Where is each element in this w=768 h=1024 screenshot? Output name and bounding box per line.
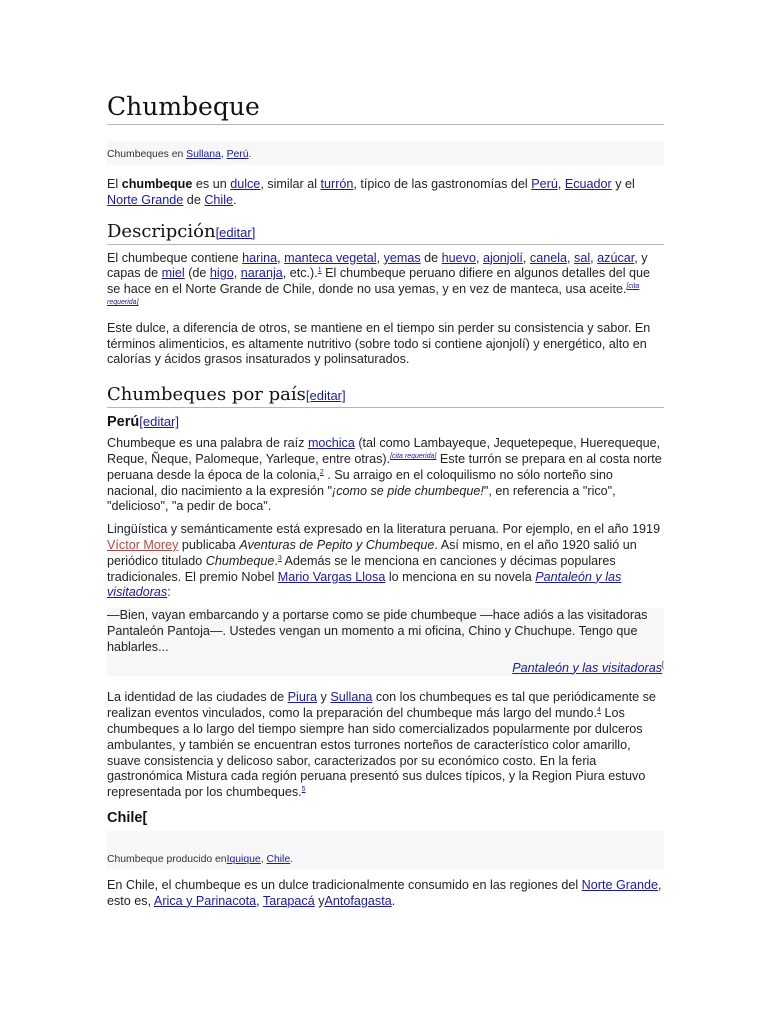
link-naranja[interactable]: naranja <box>240 266 283 281</box>
novel-quote-block <box>107 608 664 676</box>
link-dulce[interactable]: dulce <box>230 177 261 191</box>
quote-source: Pantaleón y las visitadoras[ <box>512 660 664 675</box>
link-miel[interactable]: miel <box>161 266 185 281</box>
descripcion-paragraph-2: Este dulce, a diferencia de otros, se mantiene en el tiempo sin perder su consistencia y sabor. En términos alimenticios, es altamente nutritivo (sobre todo si contiene ajonjolí) y energético, alto en calorías y ácidos grasos insaturados y polinsaturados. <box>107 320 651 367</box>
link-higo[interactable]: higo <box>209 266 234 281</box>
heading-chile: Chile[ <box>107 809 148 826</box>
link-tarapaca[interactable]: Tarapacá <box>262 893 315 908</box>
link-victor-morey[interactable]: Víctor Morey <box>107 537 179 552</box>
link-azucar[interactable]: azúcar <box>597 250 635 265</box>
footnote-ref-5[interactable]: 5 <box>301 785 306 793</box>
link-norte-grande-2[interactable]: Norte Grande <box>581 877 658 892</box>
peru-paragraph-1: Chumbeque es una palabra de raíz mochica (tal como Lambayeque, Jequetepeque, Huerequeque, Reque, Ñeque, Palomeque, Yarleque, entre otras).[cita requerida] Este turrón se prepara en al costa norte peruana desde la época de la colonia,$^2$ . Su arraigo en el coloquilismo no sólo norteño sino nacional, dio nacimiento a la expresión "¡como se pide chumbeque!", en referencia a "rico", "delicioso", "a pedir de boca". <box>107 436 662 514</box>
link-sullana-2[interactable]: Sullana <box>330 690 373 705</box>
heading-descripcion: Descripción[editar] <box>107 221 664 245</box>
cita-requerida-link-2[interactable]: [cita requerida] <box>390 452 437 460</box>
link-norte-grande[interactable]: Norte Grande <box>107 192 184 207</box>
link-sal[interactable]: sal <box>574 250 591 265</box>
image-caption-sullana: Chumbeques en Sullana, Perú. <box>107 141 664 165</box>
link-iquique[interactable]: Iquique <box>226 853 261 865</box>
footnote-ref-4[interactable]: 4 <box>597 706 601 714</box>
link-harina[interactable]: harina <box>242 250 278 265</box>
edit-link-por-pais[interactable]: [editar] <box>305 388 346 404</box>
link-canela[interactable]: canela <box>529 250 568 265</box>
link-huevo[interactable]: huevo <box>441 250 476 265</box>
link-ecuador[interactable]: Ecuador <box>564 177 612 191</box>
link-ajonjoli[interactable]: ajonjolí <box>483 250 523 265</box>
image-caption-iquique: Chumbeque producido enIquique, Chile. <box>107 831 664 869</box>
chile-paragraph-1: En Chile, el chumbeque es un dulce tradicionalmente consumido en las regiones del Norte Grande, esto es, Arica y Parinacota, Tarapacá yAntofagasta. <box>107 877 662 908</box>
intro-paragraph: El chumbeque es un dulce, similar al turrón, típico de las gastronomías del Perú, Ecuador y el Norte Grande de Chile. <box>107 177 635 207</box>
link-peru-caption[interactable]: Perú <box>226 149 249 160</box>
peru-paragraph-2: Lingüística y semánticamente está expresado en la literatura peruana. Por ejemplo, en el año 1919 Víctor Morey publicaba Aventuras de Pepito y Chumbeque. Así mismo, en el año 1920 salió un periódico titulado Chumbeque.$^3$ Además se le menciona en canciones y décimas populares tradicionales. El premio Nobel Mario Vargas Llosa lo menciona en su novela Pantaleón y las visitadoras: <box>107 522 661 600</box>
link-piura[interactable]: Piura <box>287 690 318 705</box>
footnote-ref-2[interactable]: 2 <box>319 468 324 476</box>
link-mochica[interactable]: mochica <box>307 436 355 451</box>
peru-paragraph-3: La identidad de las ciudades de Piura y Sullana con los chumbeques es tal que periódicamente se realizan eventos vinculados, como la preparación del chumbeque más largo del mundo.$^4$ Los chumbeques a lo largo del tiempo siempre han sido comercializados popularmente por dulceros ambulantes, y también se encuentran estos turrones norteños de característico color amarillo, suave consistencia y delicoso sabor, caracterizados por su económico costo. En la feria gastronómica Mistura cada región peruana presentó sus dulces típicos, y la Region Piura estuvo representada por los chumbeques.$^5$ <box>107 690 656 800</box>
heading-chumbeques-por-pais: Chumbeques por país[editar] <box>107 384 664 408</box>
descripcion-paragraph-1: El chumbeque contiene harina, manteca vegetal, yemas de huevo, ajonjolí, canela, sal, azúcar, y capas de miel (de higo, naranja, etc.).$^1$ El chumbeque peruano difiere en algunos detalles del que se hace en el Norte Grande de Chile, donde no usa yemas, y en vez de manteca, usa aceite.[cita requerida] <box>107 250 651 306</box>
heading-peru: Perú[editar] <box>107 414 179 431</box>
link-sullana[interactable]: Sullana <box>186 149 221 160</box>
quote-text: —Bien, vayan embarcando y a portarse como se pide chumbeque —hace adiós a las visitadoras Pantaleón Pantoja—. Ustedes vengan un momento a mi oficina, Chino y Chuchupe. Tengo que hablarles... <box>107 608 648 654</box>
cita-requerida-link[interactable]: [cita requerida] <box>107 283 640 306</box>
link-yemas[interactable]: yemas <box>383 250 421 265</box>
footnote-ref-1[interactable]: 1 <box>317 267 322 275</box>
link-pantaleon-quote-source[interactable]: Pantaleón y las visitadoras <box>512 660 663 675</box>
link-mario-vargas-llosa[interactable]: Mario Vargas Llosa <box>277 569 386 584</box>
link-antofagasta[interactable]: Antofagasta <box>324 893 392 908</box>
bold-term: chumbeque <box>121 177 193 191</box>
link-pantaleon-novel[interactable]: Pantaleón y las visitadoras <box>107 569 622 600</box>
link-turron[interactable]: turrón <box>320 177 354 191</box>
edit-link-descripcion[interactable]: [editar] <box>215 224 256 240</box>
link-manteca-vegetal[interactable]: manteca vegetal <box>284 250 377 265</box>
link-arica-parinacota[interactable]: Arica y Parinacota <box>153 893 257 908</box>
link-peru[interactable]: Perú <box>531 177 558 191</box>
article <box>107 92 664 910</box>
page-title: Chumbeque <box>107 92 664 125</box>
link-chile[interactable]: Chile <box>204 192 234 207</box>
footnote-ref-3[interactable]: 3 <box>277 554 282 562</box>
edit-link-peru[interactable]: [editar] <box>139 414 179 430</box>
link-chile-caption[interactable]: Chile <box>266 853 291 865</box>
